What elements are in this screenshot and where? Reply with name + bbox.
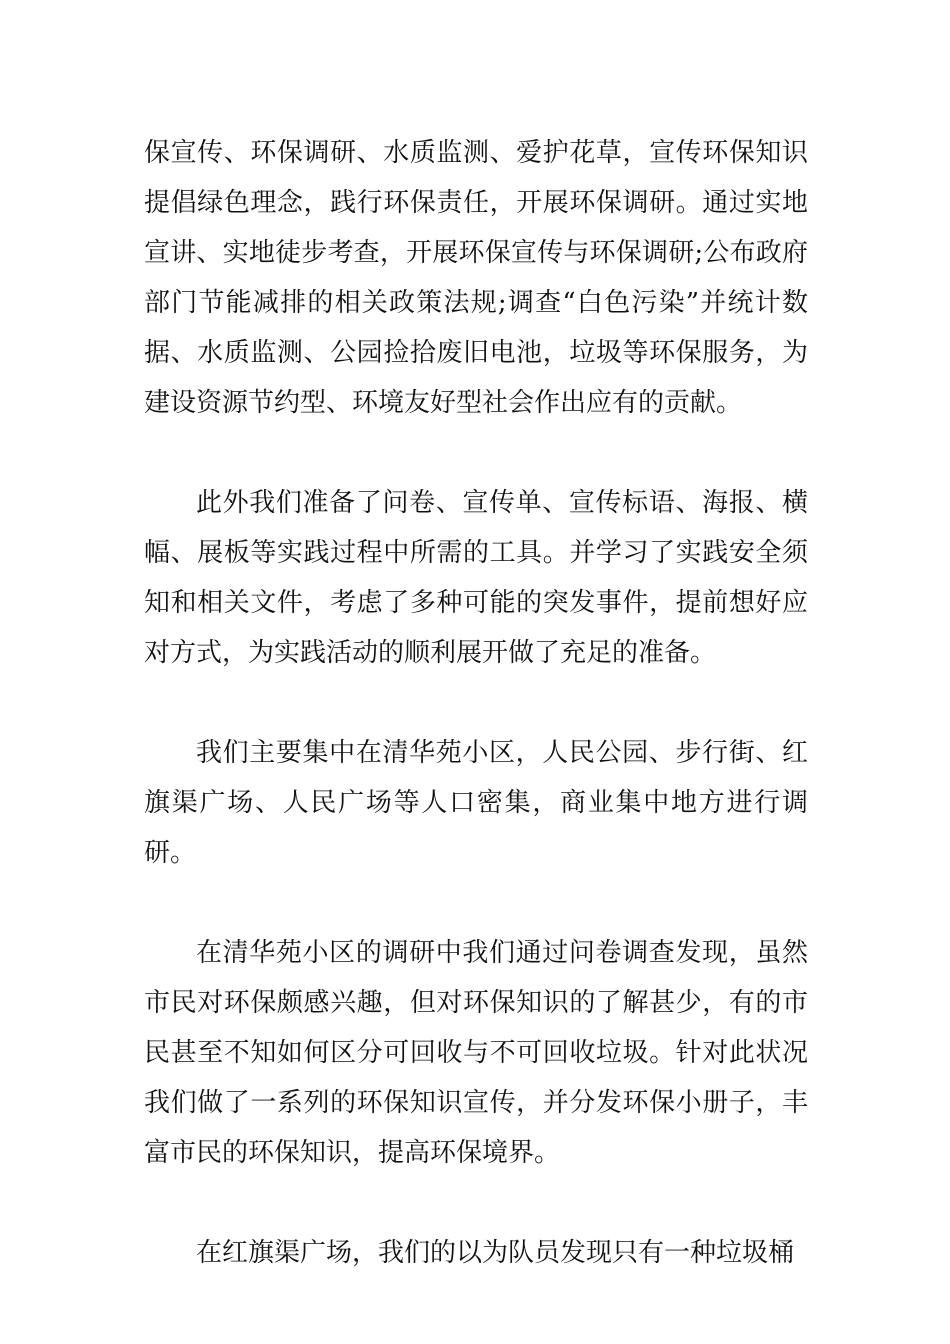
paragraph-1: 保宣传、环保调研、水质监测、爱护花草，宣传环保知识提倡绿色理念，践行环保责任，开展环保调研。通过实地宣讲、实地徒步考查，开展环保宣传与环保调研;公布政府部门节能减排的相关政策法规;调查“白色污染”并统计数据、水质监测、公园捡拾废旧电池，垃圾等环保服务，为建设资源节约型、环境友好型社会作出应有的贡献。 bbox=[144, 138, 808, 418]
document-page bbox=[144, 128, 808, 1278]
paragraph-2: 此外我们准备了问卷、宣传单、宣传标语、海报、横幅、展板等实践过程中所需的工具。并学习了实践安全须知和相关文件，考虑了多种可能的突发事件，提前想好应对方式，为实践活动的顺利展开做了充足的准备。 bbox=[144, 488, 808, 668]
paragraph-5: 在红旗渠广场，我们的以为队员发现只有一种垃圾桶 bbox=[196, 1238, 795, 1268]
paragraph-3: 我们主要集中在清华苑小区，人民公园、步行街、红旗渠广场、人民广场等人口密集，商业集中地方进行调研。 bbox=[144, 738, 808, 868]
paragraph-4: 在清华苑小区的调研中我们通过问卷调查发现，虽然市民对环保颇感兴趣，但对环保知识的了解甚少，有的市民甚至不知如何区分可回收与不可回收垃圾。针对此状况我们做了一系列的环保知识宣传，并分发环保小册子，丰富市民的环保知识，提高环保境界。 bbox=[144, 938, 808, 1168]
